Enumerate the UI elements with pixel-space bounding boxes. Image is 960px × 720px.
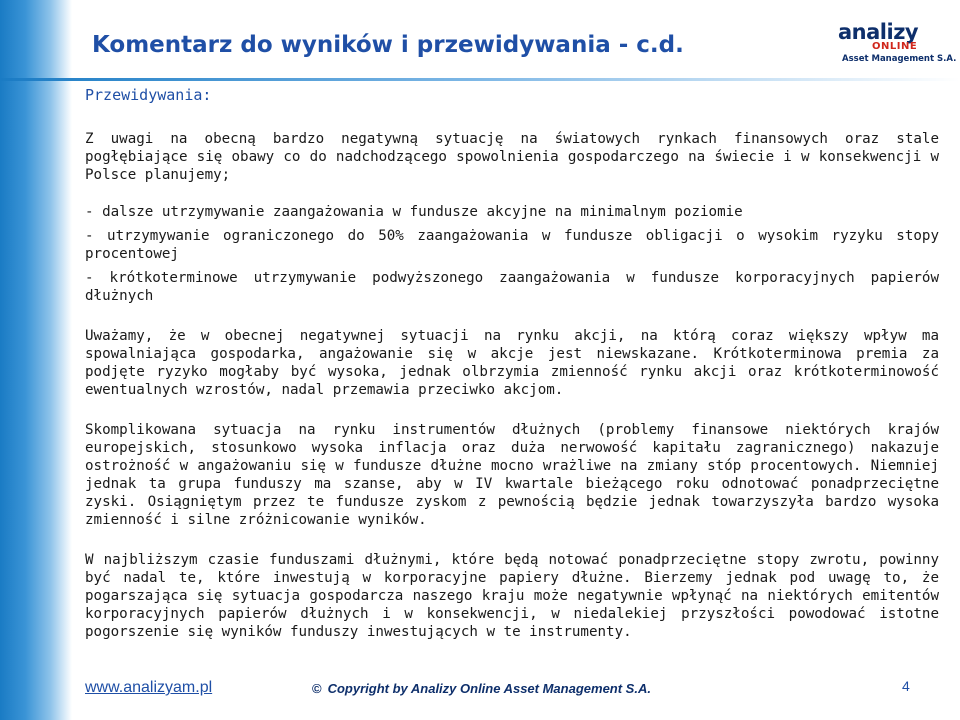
intro-paragraph: Z uwagi na obecną bardzo negatywną sytuację na światowych rynkach finansowych oraz stale pogłębiające się obawy co do nadchodzącego spowolnienia gospodarczego na świecie i w konsekwencji w Polsce planujemy;	[85, 131, 939, 183]
title-underline	[0, 78, 960, 81]
bullet-item: - dalsze utrzymywanie zaangażowania w fundusze akcyjne na minimalnym poziomie	[85, 204, 743, 220]
copyright-text: Copyright by Analizy Online Asset Management S.A.	[327, 681, 651, 696]
slide-body	[85, 130, 939, 641]
paragraph-outlook: W najbliższym czasie funduszami dłużnymi, które będą notować ponadprzeciętne stopy zwrotu, powinny być nadal te, które inwestują w korporacyjne papiery dłużne. Bierzemy jednak pod uwagę to, że pogarszająca się sytuacja gospodarcza naszego kraju może negatywnie wpłynąć na niektórych emitentów korporacyjnych papierów dłużnych i w konsekwencji, w niedalekiej przyszłości powodować istotne pogorszenie się wyników funduszy inwestujących w te instrumenty.	[85, 552, 939, 640]
logo-subtitle: Asset Management S.A.	[842, 54, 957, 64]
subheading: Przewidywania:	[85, 86, 212, 104]
bullet-item: - utrzymywanie ograniczonego do 50% zaangażowania w fundusze obligacji o wysokim ryzyku stopy procentowej	[85, 228, 939, 262]
logo-online: ONLINE	[872, 41, 918, 52]
copyright-icon: ©	[312, 681, 322, 696]
paragraph-equities: Uważamy, że w obecnej negatywnej sytuacji na rynku akcji, na którą coraz większy wpływ ma spowalniająca gospodarka, angażowanie się w akcje jest niewskazane. Krótkoterminowa premia za podjęte ryzyko mogłaby być wysoka, jednak olbrzymia zmienność rynku akcji oraz krótkoterminowość ewentualnych wzrostów, nadal przemawia przeciwko akcjom.	[85, 328, 939, 398]
page-number: 4	[902, 678, 910, 694]
logo-wordmark: analizy	[838, 20, 919, 44]
left-accent-bar	[0, 0, 72, 720]
bullet-item: - krótkoterminowe utrzymywanie podwyższonego zaangażowania w fundusze korporacyjnych papierów dłużnych	[85, 270, 939, 304]
slide-title: Komentarz do wyników i przewidywania - c.d.	[92, 32, 684, 58]
paragraph-debt-market: Skomplikowana sytuacja na rynku instrumentów dłużnych (problemy finansowe niektórych krajów europejskich, stosunkowo wysoka inflacja oraz duża nerwowość kapitału zagranicznego) nakazuje ostrożność w angażowaniu się w fundusze dłużne mocno wrażliwe na zmiany stóp procentowych. Niemniej jednak ta grupa funduszy ma szanse, aby w IV kwartale bieżącego roku odnotować ponadprzeciętne zyski. Osiągniętym przez te fundusze zyskom z pewnością będzie jednak towarzyszyła bardzo wysoka zmienność i silne zróżnicowanie wyników.	[85, 422, 939, 528]
company-logo	[838, 20, 957, 68]
website-link[interactable]: www.analizyam.pl	[85, 679, 213, 696]
copyright-notice	[312, 681, 651, 696]
